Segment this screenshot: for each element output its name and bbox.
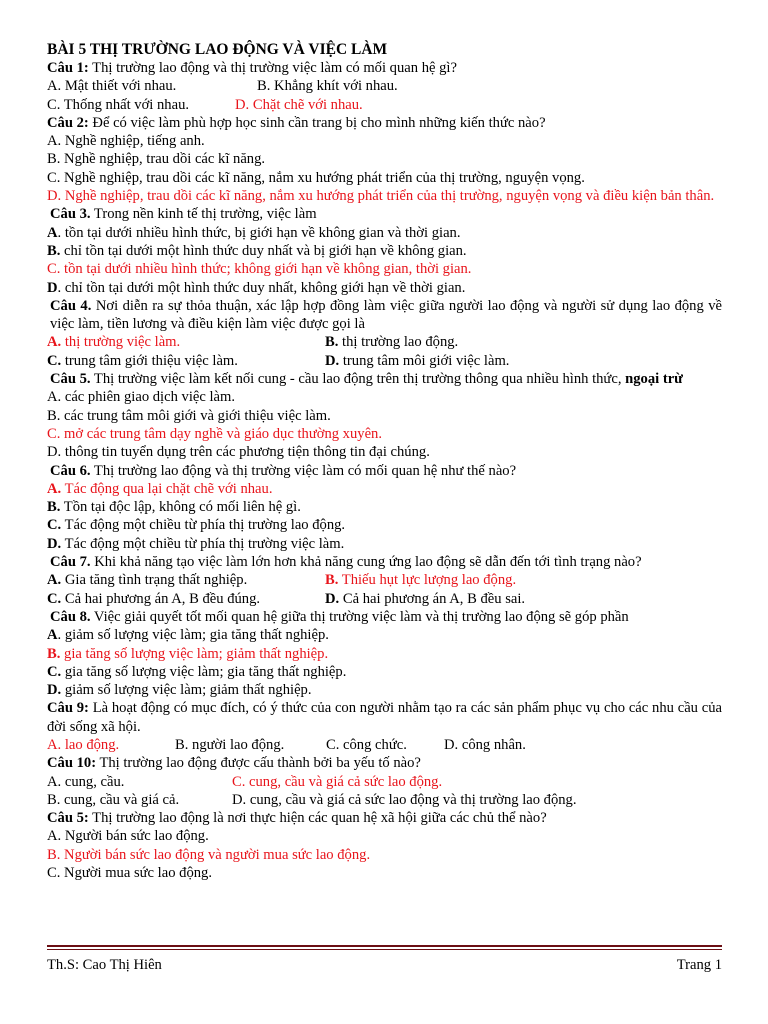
option-c-correct: C. cung, cầu và giá cả sức lao động. — [232, 773, 443, 790]
option-d-correct: D. Chặt chẽ với nhau. — [235, 96, 363, 113]
option-text: thị trường lao động. — [338, 334, 459, 351]
option-c-correct: C. mở các trung tâm dạy nghề và giáo dục thường xuyên. — [47, 425, 383, 442]
question-text: Nơi diễn ra sự thỏa thuận, xác lập hợp đồng làm việc giữa người lao động và người sử dụng lao động về việc làm, tiền lương và điều kiện làm việc được gọi là — [50, 297, 723, 333]
option-text: Cả hai phương án A, B đều đúng. — [61, 590, 261, 607]
option-key: D. — [47, 682, 62, 699]
option-b-correct: B. Người bán sức lao động và người mua sức lao động. — [47, 846, 371, 863]
option-key: A — [47, 224, 58, 241]
question-label: Câu 4. — [50, 297, 92, 314]
option-key: A. — [47, 480, 62, 497]
question-label: Câu 1: — [47, 60, 89, 76]
option-a — [47, 571, 325, 589]
option-b — [47, 498, 722, 516]
option-text: Tác động qua lại chặt chẽ với nhau. — [61, 480, 273, 497]
option-text: Cả hai phương án A, B đều sai. — [339, 590, 526, 607]
option-text: Tác động một chiều từ phía thị trường việc làm. — [61, 535, 345, 552]
option-c — [47, 352, 325, 370]
option-key: D. — [325, 590, 340, 607]
option-text: thị trường việc làm. — [61, 334, 181, 351]
option-text: Tồn tại độc lập, không có mối liên hệ gì. — [60, 499, 301, 516]
option-key: D — [47, 279, 58, 296]
footer-row — [47, 956, 722, 974]
option-key: A — [47, 627, 58, 644]
question-text: Thị trường lao động và thị trường việc làm có mối quan hệ như thế nào? — [90, 462, 517, 479]
option-d — [325, 590, 525, 608]
option-b: B. cung, cầu và giá cả. — [47, 791, 180, 808]
option-key: D. — [325, 352, 340, 369]
option-a-correct: A. lao động. — [47, 736, 120, 753]
option-text: trung tâm giới thiệu việc làm. — [61, 352, 238, 369]
question-label: Câu 2: — [47, 114, 89, 131]
option-d — [325, 352, 509, 370]
option-a-correct — [47, 480, 722, 498]
question-1 — [47, 59, 722, 77]
question-2 — [47, 114, 722, 132]
option-text: giảm số lượng việc làm; giảm thất nghiệp. — [61, 682, 312, 699]
option-d: D. thông tin tuyển dụng trên các phương tiện thông tin đại chúng. — [47, 444, 430, 461]
question-10 — [47, 754, 722, 772]
q7-row-cd — [47, 590, 722, 608]
option-a: A. các phiên giao dịch việc làm. — [47, 389, 236, 406]
option-key: B. — [325, 572, 339, 589]
option-c — [47, 516, 722, 534]
option-c: C. Nghề nghiệp, trau dồi các kĩ năng, nắm xu hướng phát triển của thị trường, nguyện vọng. — [47, 169, 585, 186]
option-b: B. Khẳng khít với nhau. — [257, 78, 398, 95]
option-a: A. Nghề nghiệp, tiếng anh. — [47, 133, 205, 150]
option-d — [47, 279, 722, 297]
option-a-correct — [47, 333, 325, 351]
option-key: C. — [47, 352, 62, 369]
option-text: Gia tăng tình trạng thất nghiệp. — [61, 572, 248, 589]
option-text: Thiếu hụt lực lượng lao động. — [338, 572, 517, 589]
option-key: A. — [47, 334, 62, 351]
question-6 — [47, 462, 722, 480]
option-key: C. — [47, 517, 62, 534]
option-c: C. công chức. — [326, 736, 407, 753]
question-3 — [47, 205, 722, 223]
option-c-correct: C. tồn tại dưới nhiều hình thức; không giới hạn về không gian, thời gian. — [47, 261, 472, 278]
option-d — [47, 535, 722, 553]
question-4 — [47, 297, 722, 334]
question-text: Trong nền kinh tế thị trường, việc làm — [90, 206, 317, 223]
option-a: A. Người bán sức lao động. — [47, 828, 209, 845]
question-text: Thị trường lao động được cấu thành bởi ba yếu tố nào? — [96, 755, 421, 772]
question-text: Để có việc làm phù hợp học sinh cần trang bị cho mình những kiến thức nào? — [88, 114, 546, 131]
option-key: D. — [47, 535, 62, 552]
option-d-correct: D. Nghề nghiệp, trau dồi các kĩ năng, nắm xu hướng phát triển của thị trường, nguyện vọng và điều kiện bản thân. — [47, 188, 715, 205]
question-label: Câu 7. — [50, 554, 91, 571]
option-key: C. — [47, 590, 62, 607]
option-b: B. Nghề nghiệp, trau dồi các kĩ năng. — [47, 151, 266, 168]
option-a — [47, 626, 722, 644]
question-text: Việc giải quyết tốt mối quan hệ giữa thị trường việc làm và thị trường lao động sẽ góp phần — [90, 608, 629, 625]
option-b: B. các trung tâm môi giới và giới thiệu việc làm. — [47, 407, 331, 424]
question-9 — [47, 699, 722, 736]
q9-options — [47, 736, 722, 754]
option-c — [47, 663, 722, 681]
q4-row-cd — [47, 352, 722, 370]
option-a: A. cung, cầu. — [47, 773, 125, 790]
q10-row-ac — [47, 773, 722, 791]
option-text: gia tăng số lượng việc làm; gia tăng thất nghiệp. — [61, 663, 347, 680]
option-text: . tồn tại dưới nhiều hình thức, bị giới hạn về không gian và thời gian. — [57, 224, 461, 241]
question-text: Là hoạt động có mục đích, có ý thức của con người nhằm tạo ra các sản phẩm phục vụ cho các nhu cầu của đời sống xã hội. — [47, 700, 722, 735]
option-key: B. — [47, 499, 61, 516]
option-a: A. Mật thiết với nhau. — [47, 78, 177, 95]
question-label: Câu 9: — [47, 700, 89, 717]
question-8 — [47, 608, 722, 626]
option-d: D. cung, cầu và giá cả sức lao động và thị trường lao động. — [232, 791, 577, 808]
q1-row-ab — [47, 77, 722, 95]
question-7 — [47, 553, 722, 571]
footer-rule-thin — [47, 949, 722, 950]
option-key: B. — [47, 242, 61, 259]
document-page — [47, 40, 722, 882]
question-text: Khi khả năng tạo việc làm lớn hơn khả năng cung ứng lao động sẽ dẫn đến tới tình trạng nào? — [90, 554, 642, 571]
question-label: Câu 8. — [50, 608, 91, 625]
option-text: trung tâm môi giới việc làm. — [339, 352, 510, 369]
question-5 — [47, 370, 722, 388]
footer-author: Th.S: Cao Thị Hiên — [47, 957, 162, 973]
option-b-correct — [47, 645, 722, 663]
question-label: Câu 5: — [47, 810, 89, 827]
question-text: Thị trường lao động là nơi thực hiện các quan hệ xã hội giữa các chủ thể nào? — [88, 810, 547, 827]
option-d — [47, 681, 722, 699]
option-key: B. — [47, 645, 61, 662]
option-text: gia tăng số lượng việc làm; giảm thất nghiệp. — [60, 645, 329, 662]
option-a — [47, 224, 722, 242]
q10-row-bd — [47, 791, 722, 809]
option-key: A. — [47, 572, 62, 589]
option-c: C. Người mua sức lao động. — [47, 865, 212, 882]
question-label: Câu 10: — [47, 755, 97, 772]
question-label: Câu 3. — [50, 206, 91, 223]
question-text: Thị trường việc làm kết nối cung - cầu lao động trên thị trường thông qua nhiều hình thức, — [90, 371, 626, 388]
option-key: C. — [47, 663, 62, 680]
option-text: Tác động một chiều từ phía thị trường lao động. — [61, 517, 346, 534]
q7-row-ab — [47, 571, 722, 589]
footer-rule — [47, 945, 722, 947]
option-d: D. công nhân. — [444, 736, 526, 753]
option-b-correct — [325, 571, 516, 589]
lesson-title: BÀI 5 THỊ TRƯỜNG LAO ĐỘNG VÀ VIỆC LÀM — [47, 41, 388, 58]
page-footer — [47, 945, 722, 974]
q4-row-ab — [47, 333, 722, 351]
except-word: ngoại trừ — [625, 371, 683, 388]
option-c — [47, 590, 325, 608]
footer-page-number: Trang 1 — [676, 957, 722, 973]
option-b: B. người lao động. — [175, 736, 285, 753]
option-text: . giảm số lượng việc làm; gia tăng thất nghiệp. — [57, 627, 329, 644]
option-b — [325, 333, 458, 351]
option-key: B. — [325, 334, 339, 351]
option-text: . chỉ tồn tại dưới một hình thức duy nhất, không giới hạn về thời gian. — [57, 279, 466, 296]
question-text: Thị trường lao động và thị trường việc làm có mối quan hệ gì? — [88, 60, 457, 76]
question-11 — [47, 809, 722, 827]
question-label: Câu 5. — [50, 371, 91, 388]
option-text: chỉ tồn tại dưới một hình thức duy nhất và bị giới hạn về không gian. — [60, 242, 467, 259]
option-b — [47, 242, 722, 260]
q1-row-cd — [47, 96, 722, 114]
question-label: Câu 6. — [50, 462, 91, 479]
option-c: C. Thống nhất với nhau. — [47, 96, 190, 113]
